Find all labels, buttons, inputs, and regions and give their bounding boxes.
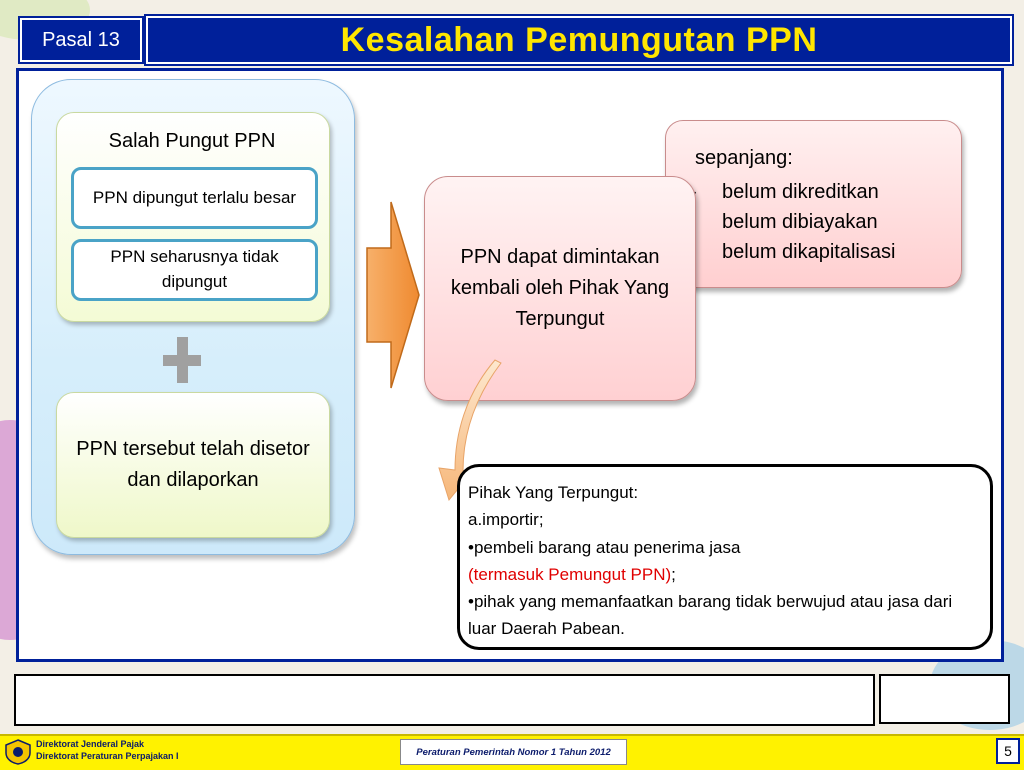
sepanjang-list <box>690 177 895 267</box>
pemungut-highlight: (termasuk Pemungut PPN) <box>468 564 672 584</box>
pasal-label: Pasal 13 <box>20 18 142 62</box>
pihak-terpungut-box <box>457 464 993 650</box>
side-box <box>879 674 1010 724</box>
sepanjang-intro: sepanjang: <box>695 147 793 169</box>
slide-title: Kesalahan Pemungutan PPN <box>340 20 818 59</box>
title-bar <box>146 16 1012 64</box>
notes-box <box>14 674 875 726</box>
pihak-line-jasa-luar: •pihak yang memanfaatkan barang tidak berwujud atau jasa dari luar Daerah Pabean. <box>468 592 953 639</box>
condition-item-terlalu-besar: PPN dipungut terlalu besar <box>71 167 318 229</box>
regulation-label: Peraturan Pemerintah Nomor 1 Tahun 2012 <box>400 739 627 765</box>
right-arrow-icon <box>365 200 421 390</box>
djp-logo-icon <box>4 739 32 765</box>
pemungut-suffix: ; <box>671 564 676 584</box>
list-item: - belum dikapitalisasi <box>690 237 895 267</box>
condition-item-tidak-dipungut: PPN seharusnya tidak dipungut <box>71 239 318 301</box>
pihak-line-pemungut <box>468 561 984 588</box>
result-box: PPN dapat dimintakan kembali oleh Pihak Yang Terpungut <box>424 176 696 401</box>
pihak-line-importir: a.importir; <box>468 510 544 530</box>
list-item: - belum dikreditkan <box>690 177 895 207</box>
plus-icon <box>163 337 201 383</box>
directorate-line-1: Direktorat Jenderal Pajak <box>36 739 145 749</box>
salah-pungut-title: Salah Pungut PPN <box>108 130 276 152</box>
directorate-line-2: Direktorat Peraturan Perpajakan I <box>36 751 179 761</box>
directorate-text <box>36 738 179 762</box>
disetor-box: PPN tersebut telah disetor dan dilaporkan <box>56 392 330 538</box>
page-number: 5 <box>996 738 1020 764</box>
pihak-line-pembeli: •pembeli barang atau penerima jasa <box>468 537 741 557</box>
pihak-title: Pihak Yang Terpungut: <box>468 483 639 502</box>
list-item: - belum dibiayakan <box>690 207 895 237</box>
